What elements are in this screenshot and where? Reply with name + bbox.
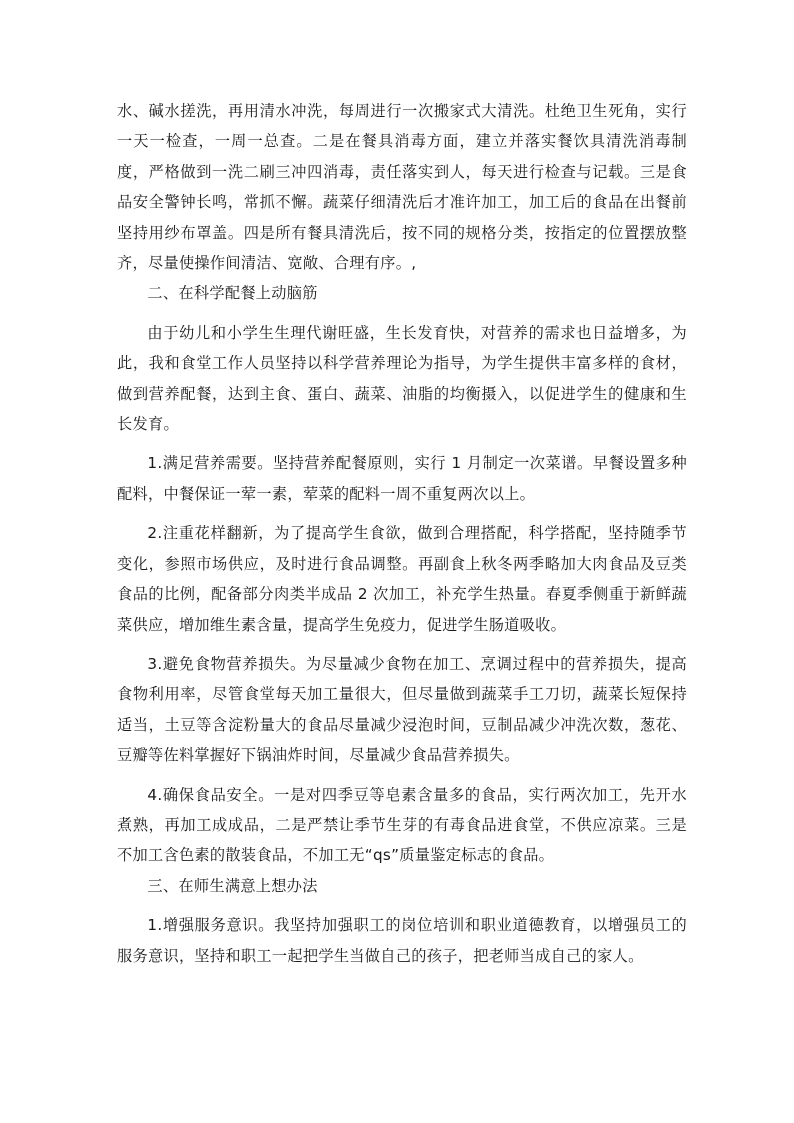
list-item-variety: 2.注重花样翻新，为了提高学生食欲，做到合理搭配，科学搭配，坚持随季节变化，参照市场供应，及时进行食品调整。再副食上秋冬两季略加大肉食品及豆类食品的比例，配备部分肉类半成品 2 次加工，补充学生热量。春夏季侧重于新鲜蔬菜供应，增加维生素含量，提高学生免疫力，促进学生肠道吸收。 [117, 524, 687, 634]
section-heading-2: 二、在科学配餐上动脑筋 [147, 284, 318, 303]
section-heading-3: 三、在师生满意上想办法 [147, 876, 318, 895]
document-page [117, 96, 687, 971]
list-item-food-safety: 4.确保食品安全。一是对四季豆等皂素含量多的食品，实行两次加工，先开水煮熟，再加工成成品，二是严禁让季节生芽的有毒食品进食堂，不供应凉菜。三是不加工含色素的散装食品，不加工无“qs”质量鉴定标志的食品。 [117, 785, 687, 865]
paragraph-nutrition-intro: 由于幼儿和小学生生理代谢旺盛，生长发育快，对营养的需求也日益增多，为此，我和食堂工作人员坚持以科学营养理论为指导，为学生提供丰富多样的食材，做到营养配餐，达到主食、蛋白、蔬菜、油脂的均衡摄入，以促进学生的健康和生长发育。 [117, 323, 687, 434]
list-item-nutrition-needs: 1.满足营养需要。坚持营养配餐原则，实行 1 月制定一次菜谱。早餐设置多种配料，中餐保证一荤一素，荤菜的配料一周不重复两次以上。 [117, 454, 687, 503]
list-item-service-awareness: 1.增强服务意识。我坚持加强职工的岗位培训和职业道德教育，以增强员工的服务意识，坚持和职工一起把学生当做自己的孩子，把老师当成自己的家人。 [117, 916, 687, 965]
paragraph-hygiene-continued: 水、碱水搓洗，再用清水冲洗，每周进行一次搬家式大清洗。杜绝卫生死角，实行一天一检查，一周一总查。二是在餐具消毒方面，建立并落实餐饮具清洗消毒制度，严格做到一洗二刷三冲四消毒，责任落实到人，每天进行检查与记载。三是食品安全警钟长鸣，常抓不懈。蔬菜仔细清洗后才准许加工，加工后的食品在出餐前坚持用纱布罩盖。四是所有餐具清洗后，按不同的规格分类，按指定的位置摆放整齐，尽量使操作间清洁、宽敞、合理有序。, [117, 102, 687, 273]
list-item-avoid-nutrient-loss: 3.避免食物营养损失。为尽量减少食物在加工、烹调过程中的营养损失，提高食物利用率，尽管食堂每天加工量很大，但尽量做到蔬菜手工刀切，蔬菜长短保持适当，土豆等含淀粉量大的食品尽量减少浸泡时间，豆制品减少冲洗次数，葱花、豆瓣等佐料掌握好下锅油炸时间，尽量减少食品营养损失。 [117, 654, 687, 765]
